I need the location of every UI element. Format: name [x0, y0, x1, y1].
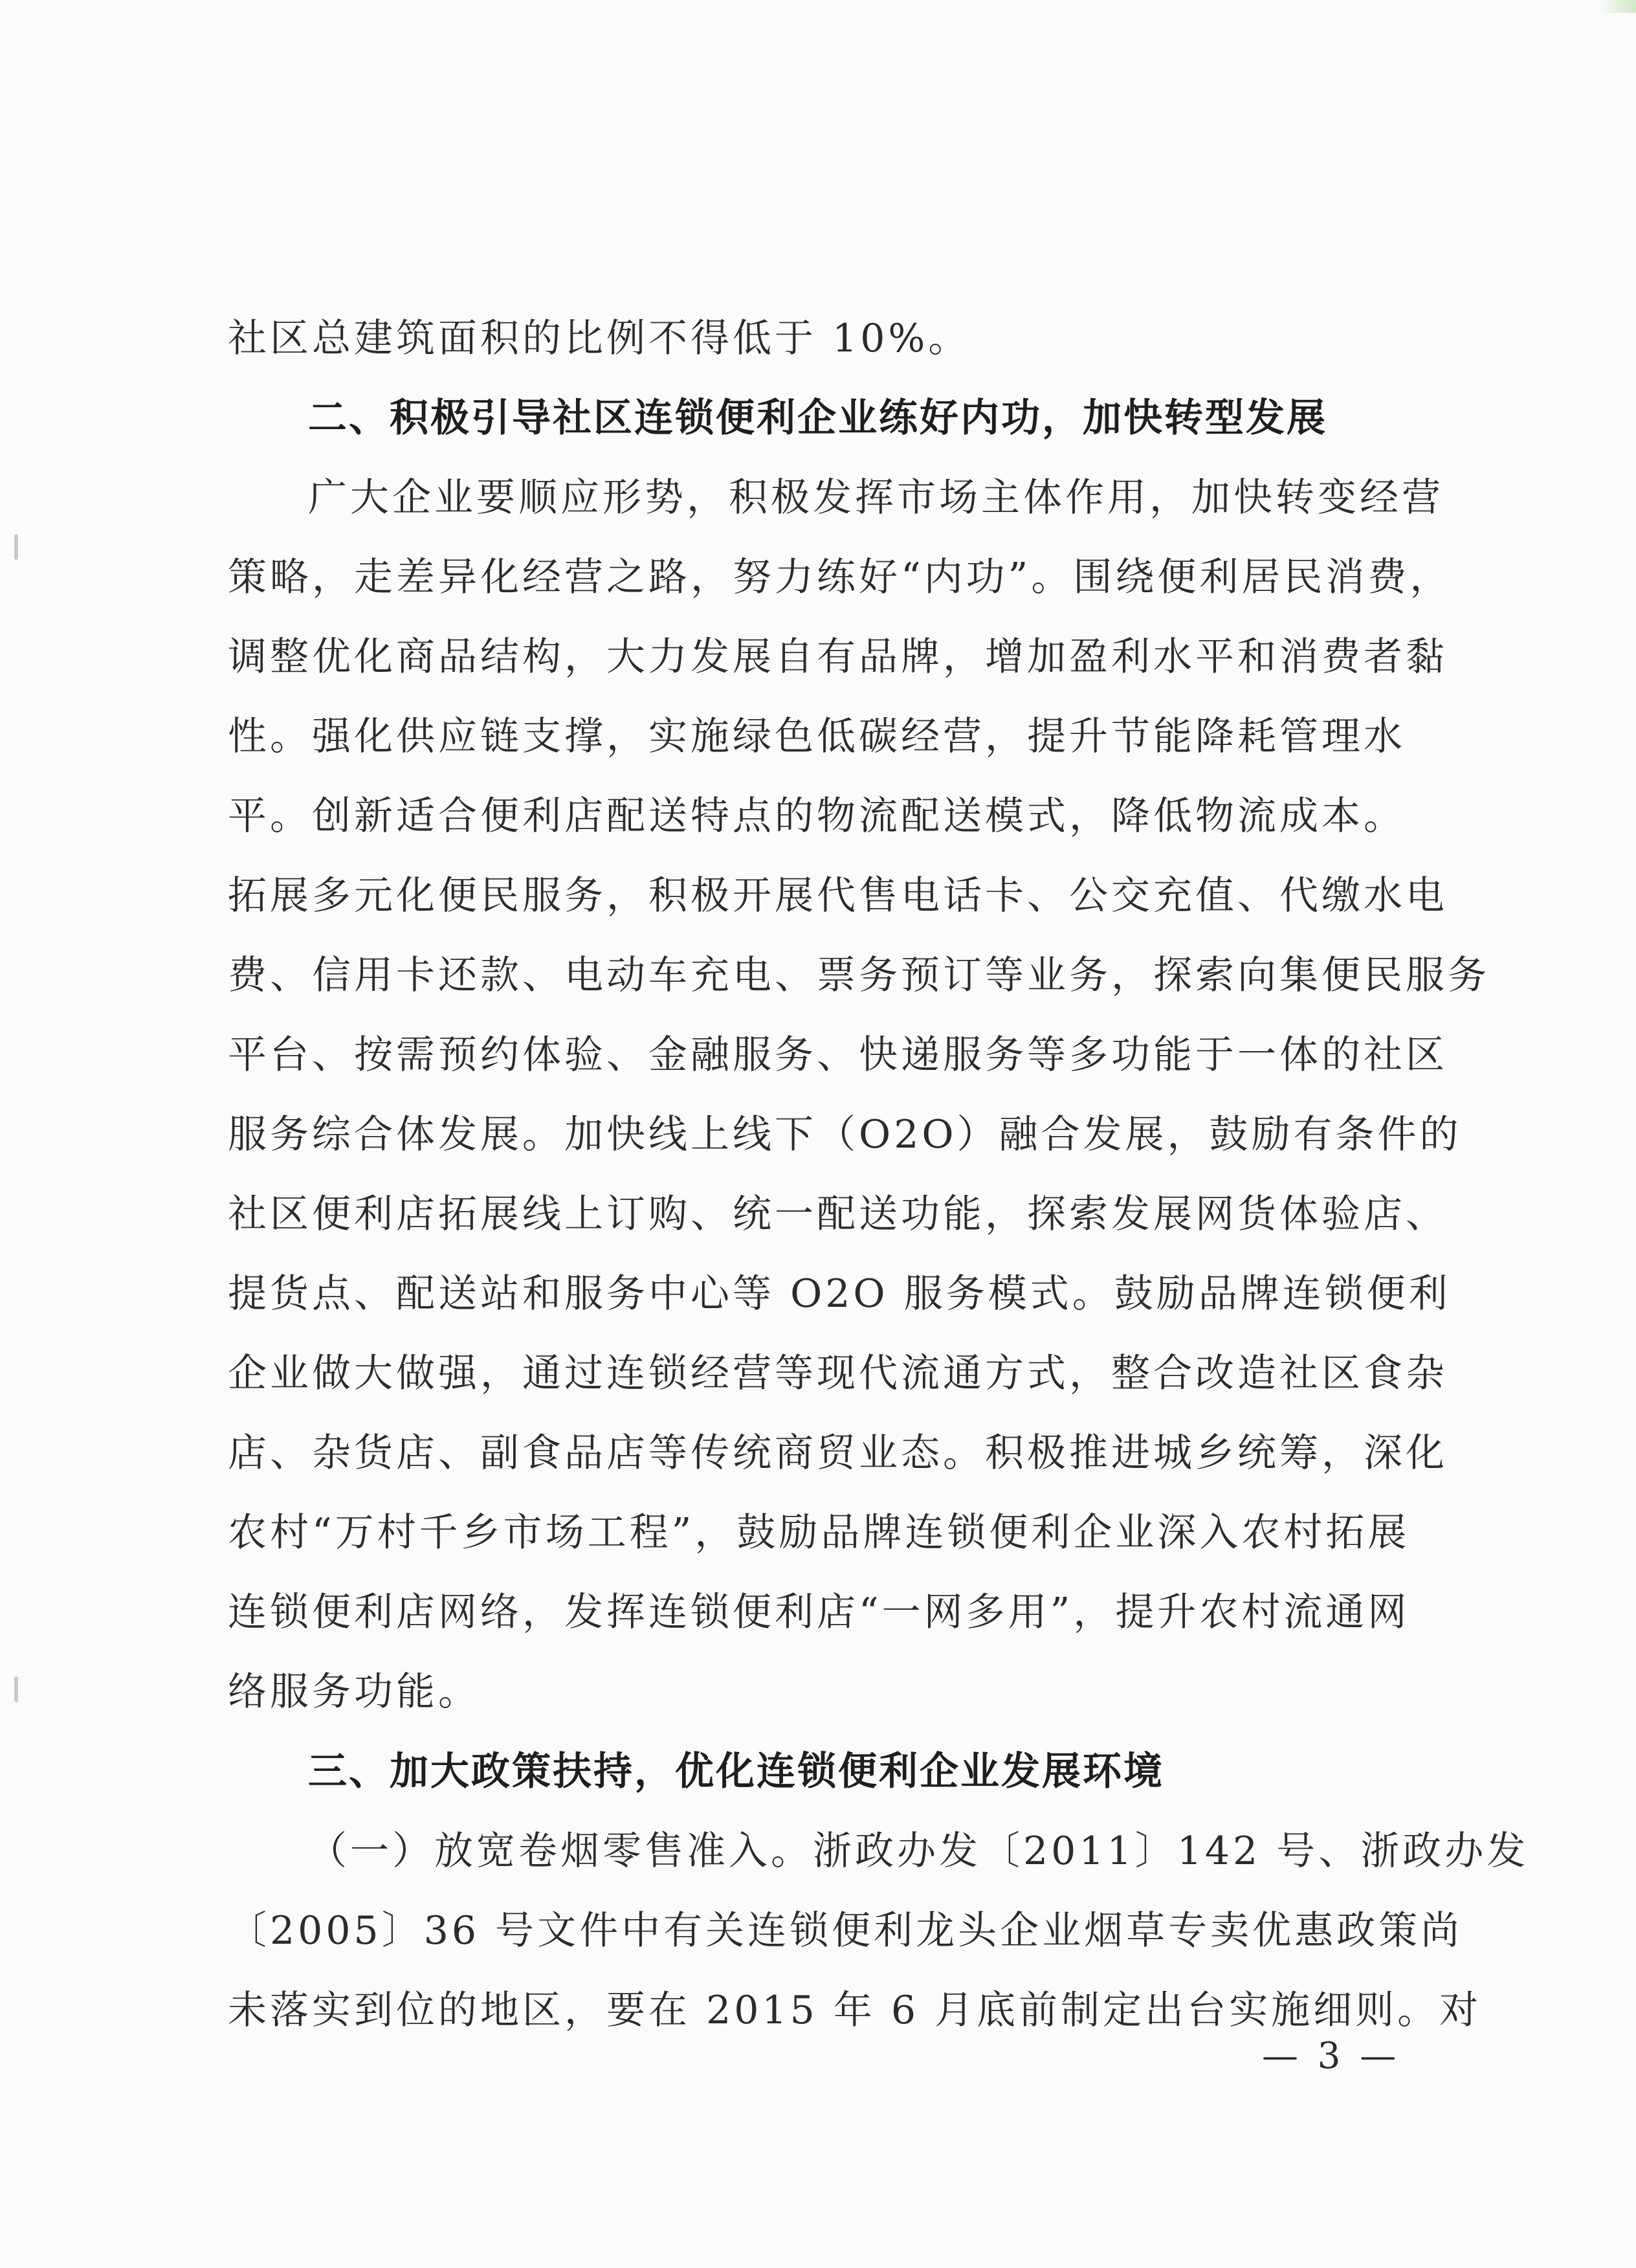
- binding-mark: [14, 534, 18, 560]
- body-line: 社区总建筑面积的比例不得低于 10%。: [228, 316, 971, 361]
- body-line: 拓展多元化便民服务，积极开展代售电话卡、公交充值、代缴水电: [228, 873, 1448, 918]
- body-line: 费、信用卡还款、电动车充电、票务预订等业务，探索向集便民服务: [228, 953, 1490, 998]
- body-line: 调整优化商品结构，大力发展自有品牌，增加盈利水平和消费者黏: [228, 634, 1448, 680]
- body-line: 性。强化供应链支撑，实施绿色低碳经营，提升节能降耗管理水: [228, 714, 1406, 759]
- body-line: 企业做大做强，通过连锁经营等现代流通方式，整合改造社区食杂: [228, 1351, 1448, 1396]
- document-body: [228, 299, 1529, 2051]
- body-line: 服务综合体发展。加快线上线下（O2O）融合发展，鼓励有条件的: [228, 1112, 1462, 1157]
- section-heading-3: 三、加大政策扶持，优化连锁便利企业发展环境: [308, 1749, 1164, 1794]
- binding-mark: [14, 1676, 18, 1702]
- section-heading-2: 二、积极引导社区连锁便利企业练好内功，加快转型发展: [308, 395, 1327, 441]
- body-line: （一）放宽卷烟零售准入。浙政办发〔2011〕142 号、浙政办发: [308, 1829, 1529, 1874]
- body-line: 平。创新适合便利店配送特点的物流配送模式，降低物流成本。: [228, 794, 1406, 839]
- body-line: 农村“万村千乡市场工程”，鼓励品牌连锁便利企业深入农村拓展: [228, 1510, 1410, 1555]
- body-line: 策略，走差异化经营之路，努力练好“内功”。围绕便利居民消费，: [228, 555, 1452, 600]
- body-line: 连锁便利店网络，发挥连锁便利店“一网多用”，提升农村流通网: [228, 1590, 1410, 1635]
- body-line: 平台、按需预约体验、金融服务、快递服务等多功能于一体的社区: [228, 1032, 1448, 1078]
- body-line: 广大企业要顺应形势，积极发挥市场主体作用，加快转变经营: [308, 475, 1444, 520]
- page-number: — 3 —: [1262, 2035, 1400, 2077]
- body-line: 社区便利店拓展线上订购、统一配送功能，探索发展网货体验店、: [228, 1192, 1448, 1237]
- body-line: 店、杂货店、副食品店等传统商贸业态。积极推进城乡统筹，深化: [228, 1430, 1448, 1476]
- body-line: 络服务功能。: [228, 1669, 480, 1715]
- body-line: 提货点、配送站和服务中心等 O2O 服务模式。鼓励品牌连锁便利: [228, 1271, 1451, 1317]
- body-line: 〔2005〕36 号文件中有关连锁便利龙头企业烟草专卖优惠政策尚: [228, 1908, 1463, 1953]
- body-line: 未落实到位的地区，要在 2015 年 6 月底前制定出台实施细则。对: [228, 1988, 1482, 2033]
- scan-edge-mark: [1597, 0, 1636, 13]
